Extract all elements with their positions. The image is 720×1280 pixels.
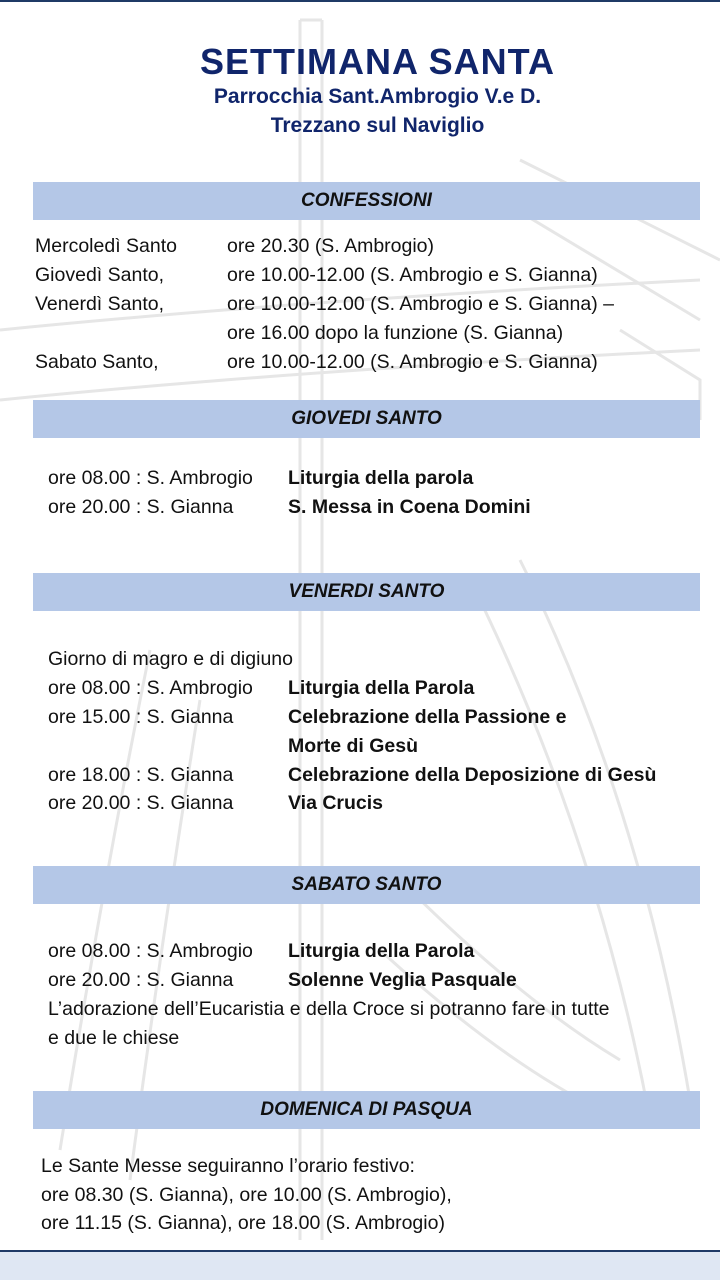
event-title: Celebrazione della Passione e: [288, 706, 567, 728]
venerdi-note: Giorno di magro e di digiuno: [48, 648, 293, 670]
confessioni-time: ore 10.00-12.00 (S. Ambrogio e S. Gianna): [227, 351, 598, 373]
domenica-line: ore 08.30 (S. Gianna), ore 10.00 (S. Ambrogio),: [41, 1184, 452, 1206]
domenica-line: Le Sante Messe seguiranno l’orario festivo:: [41, 1155, 415, 1177]
confessioni-time: ore 10.00-12.00 (S. Ambrogio e S. Gianna) –: [227, 293, 614, 315]
event-time-place: ore 08.00 : S. Ambrogio: [48, 677, 253, 699]
event-time-place: ore 18.00 : S. Gianna: [48, 764, 234, 786]
section-domenica-heading: DOMENICA DI PASQUA: [33, 1091, 700, 1129]
event-time-place: ore 20.00 : S. Gianna: [48, 969, 234, 991]
page-title: SETTIMANA SANTA: [200, 41, 555, 82]
event-title: Morte di Gesù: [288, 735, 419, 757]
confessioni-day: Sabato Santo,: [35, 351, 159, 373]
event-title: Liturgia della Parola: [288, 677, 475, 699]
section-venerdi-heading: VENERDI SANTO: [33, 573, 700, 611]
event-title: Celebrazione della Deposizione di Gesù: [288, 764, 657, 786]
bottom-strip: [0, 1252, 720, 1280]
section-confessioni-heading: CONFESSIONI: [33, 182, 700, 220]
event-title: Solenne Veglia Pasquale: [288, 969, 517, 991]
confessioni-time: ore 10.00-12.00 (S. Ambrogio e S. Gianna): [227, 264, 598, 286]
confessioni-time: ore 20.30 (S. Ambrogio): [227, 235, 435, 257]
event-title: Liturgia della parola: [288, 467, 474, 489]
confessioni-day: Venerdì Santo,: [35, 293, 165, 315]
page-header: [0, 42, 720, 140]
sabato-note: L’adorazione dell’Eucaristia e della Croce si potranno fare in tutte: [48, 998, 610, 1020]
confessioni-time: ore 16.00 dopo la funzione (S. Gianna): [227, 322, 564, 344]
event-title: Liturgia della Parola: [288, 940, 475, 962]
event-time-place: ore 20.00 : S. Gianna: [48, 496, 234, 518]
parish-name: Parrocchia Sant.Ambrogio V.e D.: [213, 85, 542, 108]
event-time-place: ore 08.00 : S. Ambrogio: [48, 940, 253, 962]
domenica-line: ore 11.15 (S. Gianna), ore 18.00 (S. Ambrogio): [41, 1212, 445, 1234]
event-title: Via Crucis: [288, 792, 384, 814]
section-giovedi-heading: GIOVEDI SANTO: [33, 400, 700, 438]
event-time-place: ore 08.00 : S. Ambrogio: [48, 467, 253, 489]
confessioni-day: Mercoledì Santo: [35, 235, 177, 257]
event-time-place: ore 20.00 : S. Gianna: [48, 792, 234, 814]
parish-location: Trezzano sul Naviglio: [270, 114, 485, 137]
event-title: S. Messa in Coena Domini: [288, 496, 531, 518]
section-sabato-heading: SABATO SANTO: [33, 866, 700, 904]
event-time-place: ore 15.00 : S. Gianna: [48, 706, 234, 728]
sabato-note: e due le chiese: [48, 1027, 180, 1049]
confessioni-day: Giovedì Santo,: [35, 264, 164, 286]
